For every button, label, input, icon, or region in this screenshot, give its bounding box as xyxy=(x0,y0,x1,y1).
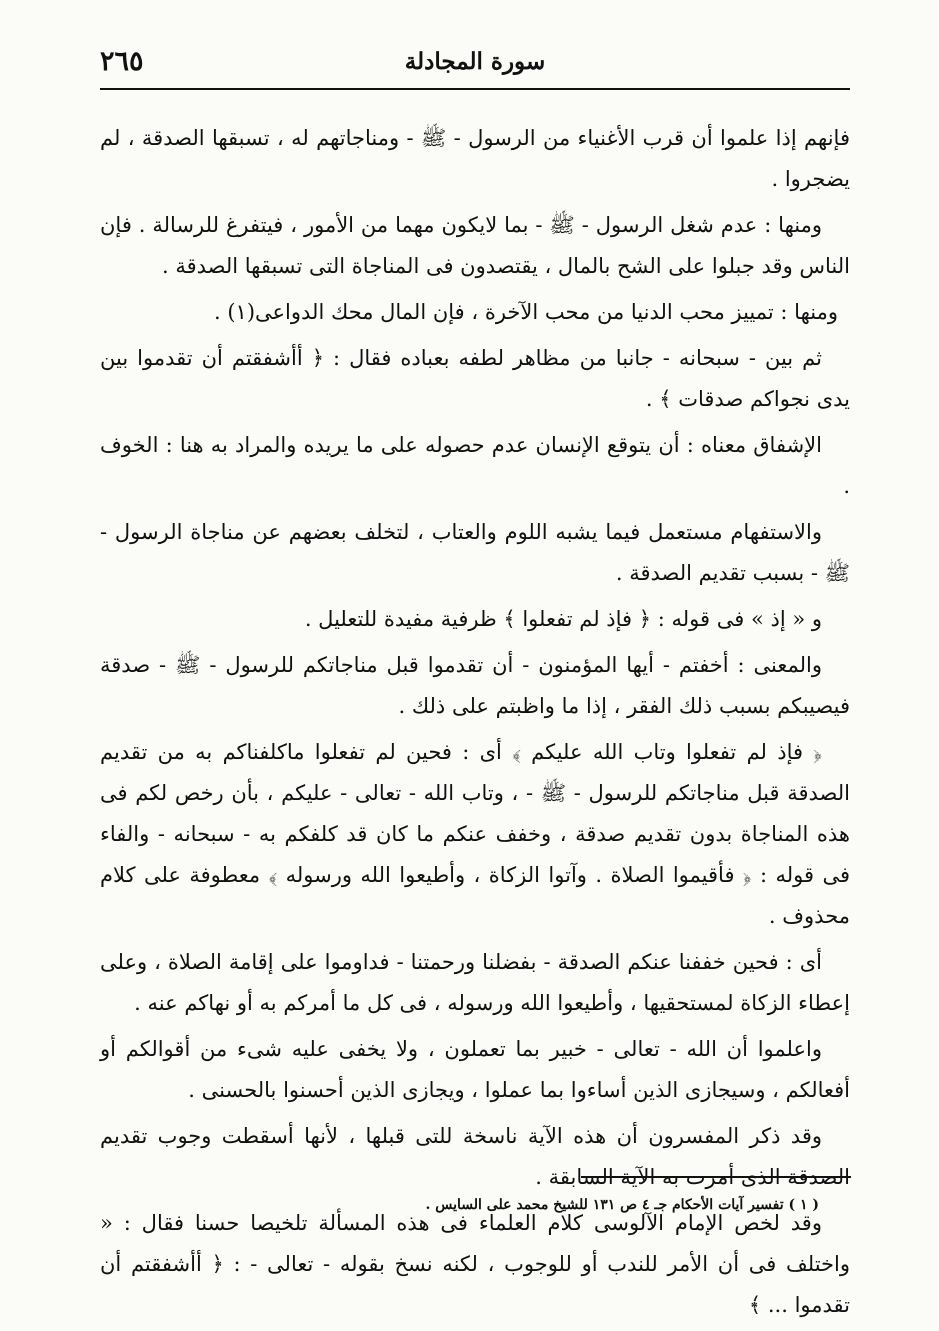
paragraph: الإشفاق معناه : أن يتوقع الإنسان عدم حصوله على ما يريده والمراد به هنا : الخوف . xyxy=(100,433,850,498)
paragraph: وقد لخص الإمام الآلوسى كلام العلماء فى هذه المسألة تلخيصا حسنا فقال : « واختلف فى أن الأمر للندب أو للوجوب ، لكنه نسخ بقوله - تعالى - : ﴿ أأشفقتم أن تقدموا ... ﴾ xyxy=(100,1211,850,1317)
paragraph: ومنها : تمييز محب الدنيا من محب الآخرة ، فإن المال محك الدواعى(١) . xyxy=(214,300,838,324)
paragraph: والاستفهام مستعمل فيما يشبه اللوم والعتاب ، لتخلف بعضهم عن مناجاة الرسول - ﷺ - بسبب تقديم الصدقة . xyxy=(100,520,850,585)
paragraph: ثم بين - سبحانه - جانبا من مظاهر لطفه بعباده فقال : ﴿ أأشفقتم أن تقدموا بين يدى نجواكم صدقات ﴾ . xyxy=(100,346,850,411)
paragraph: ﴿ فإذ لم تفعلوا وتاب الله عليكم ﴾ أى : فحين لم تفعلوا ماكلفناكم به من تقديم الصدقة قبل مناجاتكم للرسول - ﷺ - ، وتاب الله - تعالى - عليكم ، بأن رخص لكم فى هذه المناجاة بدون تقديم صدقة ، وخفف عنكم ما كان قد كلفكم به - سبحانه - والفاء فى قوله : ﴿ فأقيموا الصلاة . وآتوا الزكاة ، وأطيعوا الله ورسوله ﴾ معطوفة على كلام محذوف . xyxy=(100,740,850,928)
page-number: ٢٦٥ xyxy=(100,46,144,77)
paragraph: والمعنى : أخفتم - أيها المؤمنون - أن تقدموا قبل مناجاتكم للرسول - ﷺ - صدقة فيصيبكم بسبب ذلك الفقر ، إذا ما واظبتم على ذلك . xyxy=(100,653,850,718)
paragraph: فإنهم إذا علموا أن قرب الأغنياء من الرسول - ﷺ - ومناجاتهم له ، تسبقها الصدقة ، لم يضجروا . xyxy=(100,126,850,191)
page-header xyxy=(100,40,850,90)
body-text xyxy=(100,118,850,1331)
footnote-divider xyxy=(581,1176,851,1178)
footnote: ( ١ ) تفسير آيات الأحكام جـ ٤ ص ١٣١ للشيخ محمد على السايس . xyxy=(425,1197,819,1213)
surah-title: سورة المجادلة xyxy=(404,48,546,75)
paragraph: أى : فحين خففنا عنكم الصدقة - بفضلنا ورحمتنا - فداوموا على إقامة الصلاة ، وعلى إعطاء الزكاة لمستحقيها ، وأطيعوا الله ورسوله ، فى كل ما أمركم به أو نهاكم عنه . xyxy=(100,950,850,1015)
paragraph: واعلموا أن الله - تعالى - خبير بما تعملون ، ولا يخفى عليه شىء من أقوالكم أو أفعالكم ، وسيجازى الذين أساءوا بما عملوا ، ويجازى الذين أحسنوا بالحسنى . xyxy=(100,1037,850,1102)
paragraph: و « إذ » فى قوله : ﴿ فإذ لم تفعلوا ﴾ ظرفية مفيدة للتعليل . xyxy=(304,607,822,631)
paragraph: ومنها : عدم شغل الرسول - ﷺ - بما لايكون مهما من الأمور ، فيتفرغ للرسالة . فإن الناس وقد جبلوا على الشح بالمال ، يقتصدون فى المناجاة التى تسبقها الصدقة . xyxy=(100,213,850,278)
paragraph: وقد ذكر المفسرون أن هذه الآية ناسخة للتى قبلها ، لأنها أسقطت وجوب تقديم الصدقة الذى أمرت به الآية السابقة . xyxy=(100,1124,850,1189)
